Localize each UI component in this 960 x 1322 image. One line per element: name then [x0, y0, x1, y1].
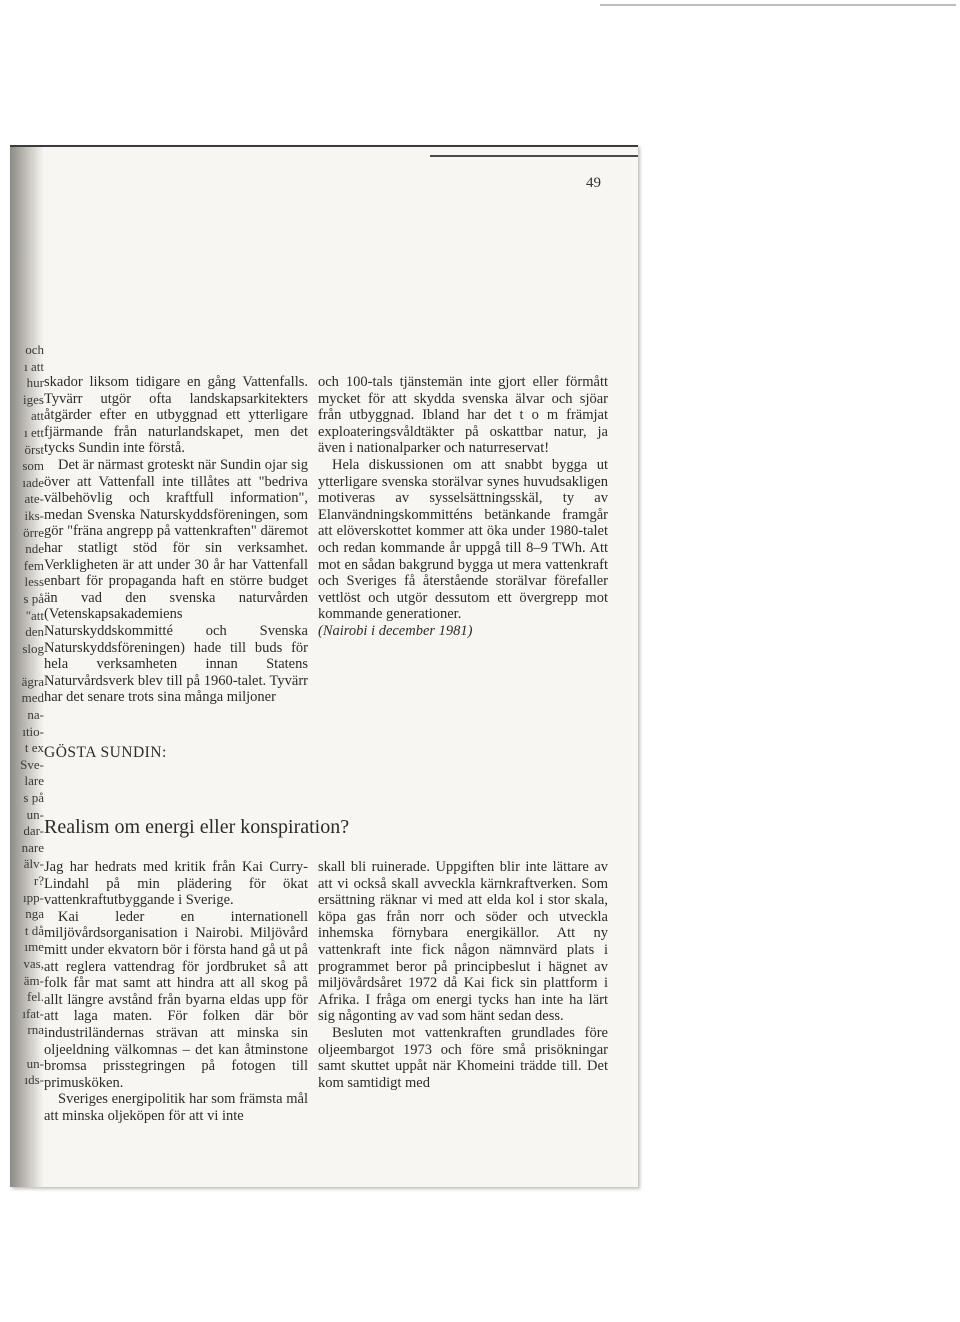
- margin-fragment: na-: [27, 707, 44, 723]
- margin-fragment: t ex: [24, 740, 44, 756]
- margin-fragment: less: [24, 574, 44, 590]
- margin-fragment: r?: [33, 873, 44, 888]
- dateline: (Nairobi i december 1981): [318, 622, 473, 639]
- margin-fragment: [10, 1039, 44, 1056]
- margin-fragment: örre: [23, 524, 44, 540]
- margin-fragment: ıfat-: [22, 1005, 44, 1021]
- paragraph: skador liksom tidigare en gång Vattenfalls. Tyvärr utgör ofta landskapsarkitekters åtgärder efter en utbyggnad ett ytterligare fjärmande från naturlandskapet, men det tycks Sundin inte förstå.: [44, 374, 308, 457]
- margin-fragment: den: [25, 624, 44, 640]
- margin-fragment: ıade: [22, 474, 44, 490]
- margin-fragment: äm-: [23, 972, 44, 988]
- margin-fragment: nga: [25, 906, 44, 922]
- margin-fragment: dar-: [23, 823, 44, 839]
- margin-fragment: med: [21, 690, 44, 706]
- margin-fragment: örst: [24, 441, 44, 457]
- margin-fragment: ıtio-: [22, 723, 44, 739]
- margin-fragment: s på: [23, 790, 44, 806]
- margin-fragment: s på: [23, 590, 44, 606]
- scan-edge-mark: [600, 4, 956, 6]
- margin-fragment: hur: [26, 375, 44, 391]
- margin-fragment: att: [31, 408, 44, 424]
- page-top-rule: [430, 155, 638, 157]
- margin-fragment: ı att: [24, 358, 44, 374]
- margin-fragment: ägra: [21, 673, 44, 689]
- margin-fragment: fel.: [27, 989, 44, 1005]
- margin-fragment: ıds-: [24, 1072, 44, 1088]
- margin-fragment: un-: [26, 1055, 44, 1071]
- margin-fragment: ıpp-: [23, 889, 44, 905]
- paragraph: Besluten mot vattenkraften grundlades före oljeembargot 1973 och före små prisökningar samt skuttet uppåt när Khomeini trädde till. Det kom samtidigt med: [318, 1024, 608, 1091]
- margin-fragment: ıme: [24, 939, 44, 955]
- margin-fragment: t då: [24, 922, 44, 938]
- margin-fragment: [10, 657, 44, 674]
- margin-fragment: rna: [27, 1022, 44, 1038]
- margin-fragment: och: [25, 342, 44, 357]
- bottom-left-column: [44, 859, 308, 1125]
- margin-fragment: Sve-: [20, 756, 44, 772]
- bottom-right-column: [318, 859, 608, 1091]
- margin-fragment: lare: [24, 773, 44, 789]
- margin-fragment: fem: [23, 557, 44, 573]
- article-headline: Realism om energi eller konspiration?: [44, 816, 350, 838]
- paragraph: och 100-tals tjänstemän inte gjort eller förmått mycket för att skydda svenska älvar och sjöar från utbyggnad. Ibland har det t o m främjat exploateringsvåldtäkter på oskattbar natur, ja även i nationalparker och naturreservat!: [318, 374, 608, 457]
- paragraph: Sveriges energipolitik har som främsta mål att minska oljeköpen för att vi inte: [44, 1091, 308, 1124]
- paragraph: Hela diskussionen om att snabbt bygga ut ytterligare svenska storälvar synes huvudsakligen motiveras av sysselsättningsskäl, ty av Elanvändningskommitténs betänkande framgår att elöverskottet kommer att öka under 1980-talet och redan kommande år uppgå till 8–9 TWh. Att mot en sådan bakgrund bygga ut mera vattenkraft och Sveriges få återstående storälvar förefaller vettlöst och utgör dessutom ett övergrepp mot kommande generationer.: [318, 456, 608, 623]
- margin-fragment: "att: [25, 607, 44, 623]
- margin-fragment: som: [22, 458, 44, 474]
- margin-fragment: iges: [23, 391, 44, 407]
- margin-fragment: ate-: [24, 491, 44, 507]
- paragraph: Kai leder en internationell miljövårdsorganisation i Nairobi. Miljövård mitt under ekvatorn bör i första hand gå ut på att reglera vattendrag för jordbruket så att folk får mat samt att hindra att all skog på allt längre avstånd från byarna eldas upp för att laga maten. För folken där bör industriländernas strävan att minska sin oljeeldning välkomnas – det kan åtminstone bromsa prisstegringen på fotogen till primusköken.: [44, 908, 308, 1091]
- margin-fragment: vas,: [23, 955, 44, 971]
- paragraph: skall bli ruinerade. Uppgiften blir inte lättare av att vi också skall avveckla kärnkraftverken. Som ersättning räknar vi med att elda kol i stor skala, köpa gas från norr och söder och utveckla inhemska förnybara energikällor. Att ny vattenkraft inte fick någon nämnvärd plats i programmet beror på principbeslut i hägnet av miljövårdsåret 1972 då Kai fick sin plattform i Afrika. I fråga om energi tycks han inte ha lärt sig någonting av vad som hänt sedan dess.: [318, 859, 608, 1025]
- scanned-page: [10, 145, 638, 1187]
- margin-fragment: iks-: [24, 507, 44, 523]
- page-number: 49: [586, 175, 601, 191]
- article-author: GÖSTA SUNDIN:: [44, 744, 167, 761]
- margin-fragment: ı ett: [24, 424, 44, 440]
- margin-fragment: slog: [22, 640, 44, 656]
- paragraph: Jag har hedrats med kritik från Kai Curry-Lindahl på min plädering för ökat vattenkraftutbyggande i Sverige.: [44, 859, 308, 909]
- top-right-column: [318, 374, 608, 640]
- facing-page-margin-fragments: [10, 342, 44, 1089]
- margin-fragment: nde: [25, 541, 44, 557]
- margin-fragment: älv-: [23, 856, 44, 872]
- margin-fragment: un-: [26, 806, 44, 822]
- margin-fragment: nare: [21, 839, 44, 855]
- top-left-column: [44, 374, 308, 706]
- paragraph: Det är närmast groteskt när Sundin ojar sig över att Vattenfall inte tillåtes att "bedriva välbehövlig och kraftfull information", medan Svenska Naturskyddsföreningen, som gör "fräna angrepp på vattenkraften" däremot har statligt stöd för sin verksamhet. Verkligheten är att under 30 år har Vattenfall enbart för propaganda haft en större budget än vad den svenska naturvården (Vetenskapsakademiens Naturskyddskommitté och Svenska Naturskyddsföreningen) hade till buds för hela verksamheten innan Statens Naturvårdsverk blev till på 1960-talet. Tyvärr har det senare trots sina många miljoner: [44, 456, 308, 706]
